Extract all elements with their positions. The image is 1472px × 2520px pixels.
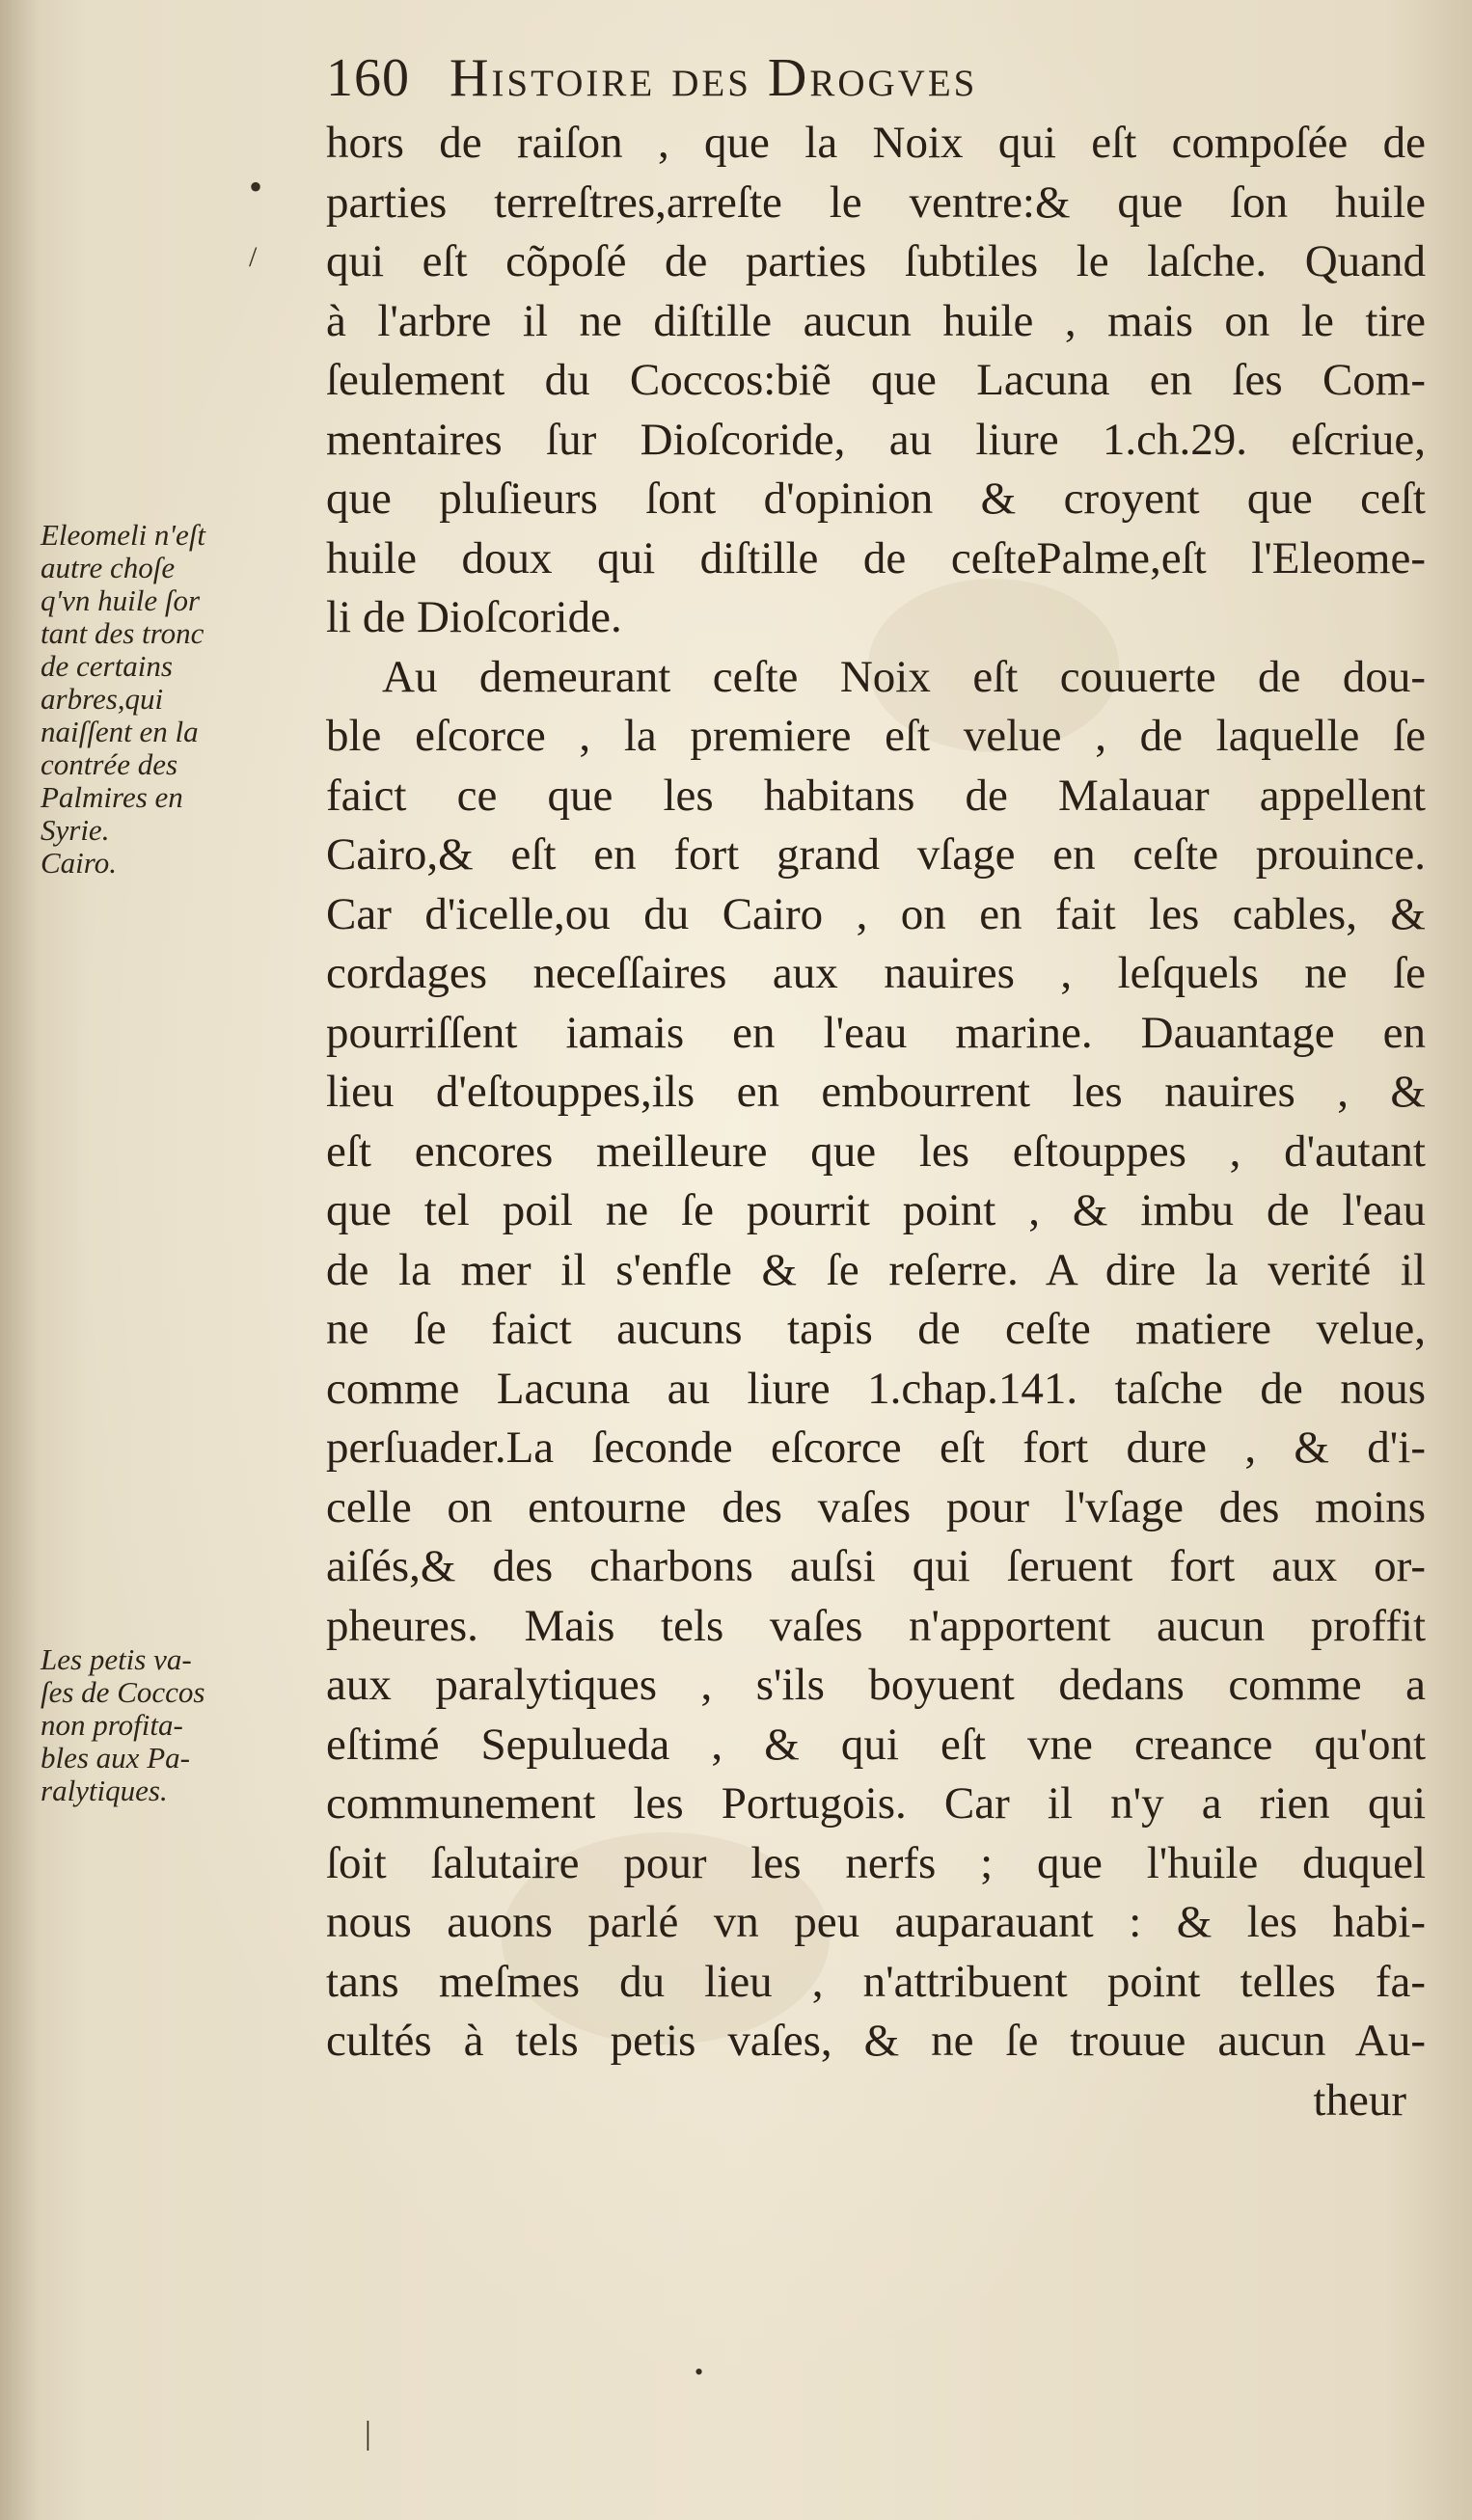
ink-tick-mark: / bbox=[249, 241, 258, 273]
text-line: faict ce que les habitans de Malauar appellent bbox=[326, 770, 1426, 821]
text-line: aiſés,& des charbons auſsi qui ſeruent fort aux or- bbox=[326, 1541, 1426, 1591]
margin-note-line: ſes de Coccos bbox=[41, 1675, 205, 1709]
text-line: comme Lacuna au liure 1.chap.141. taſche de nous bbox=[326, 1363, 1426, 1414]
margin-note-line: bles aux Pa- bbox=[41, 1741, 190, 1775]
text-line: nous auons parlé vn peu auparauant : & les habi- bbox=[326, 1897, 1426, 1947]
running-head: Histoire des Drogves bbox=[450, 48, 978, 108]
text-line: huile doux qui diſtille de ceſtePalme,eſt l'Eleome- bbox=[326, 532, 1426, 583]
text-line: lieu d'eſtouppes,ils en embourrent les nauires , & bbox=[326, 1067, 1426, 1117]
margin-note-line: tant des tronc bbox=[41, 616, 204, 650]
text-line: Cairo,& eſt en fort grand vſage en ceſte prouince. bbox=[326, 829, 1426, 880]
margin-note-line: arbres,qui bbox=[41, 682, 164, 716]
text-line: communement les Portugois. Car il n'y a rien qui bbox=[326, 1778, 1426, 1829]
text-line: que pluſieurs ſont d'opinion & croyent que ceſt bbox=[326, 474, 1426, 524]
text-line: à l'arbre il ne diſtille aucun huile , mais on le tire bbox=[326, 295, 1426, 346]
body-text bbox=[326, 114, 1426, 2130]
text-line: de la mer il s'enfle & ſe reſerre. A dire la verité il bbox=[326, 1244, 1426, 1295]
text-line: ble eſcorce , la premiere eſt velue , de laquelle ſe bbox=[326, 711, 1426, 761]
margin-note-coccos-vases bbox=[41, 1643, 330, 1807]
text-line: pheures. Mais tels vaſes n'apportent aucun proffit bbox=[326, 1600, 1426, 1651]
paragraph-start-line: Au demeurant ceſte Noix eſt couuerte de dou- bbox=[382, 651, 1426, 702]
text-line: ne ſe faict aucuns tapis de ceſte matiere velue, bbox=[326, 1304, 1426, 1354]
text-line: perſuader.La ſeconde eſcorce eſt fort dure , & d'i- bbox=[326, 1423, 1426, 1473]
text-line: celle on entourne des vaſes pour l'vſage des moins bbox=[326, 1481, 1426, 1532]
text-line: cordages neceſſaires aux nauires , leſquels ne ſe bbox=[326, 948, 1426, 998]
text-line: tans meſmes du lieu , n'attribuent point telles fa- bbox=[326, 1956, 1426, 2007]
catchword: theur bbox=[1313, 2074, 1406, 2126]
text-line: mentaires ſur Dioſcoride, au liure 1.ch.29. eſcriue, bbox=[326, 414, 1426, 465]
text-line: ſeulement du Coccos:biẽ que Lacuna en ſes Com- bbox=[326, 355, 1426, 405]
margin-note-line: de certains bbox=[41, 649, 173, 683]
margin-note-line: Syrie. bbox=[41, 813, 110, 847]
margin-note-line: contrée des bbox=[41, 747, 178, 781]
margin-note-line: non profita- bbox=[41, 1708, 183, 1742]
text-line: li de Dioſcoride. bbox=[326, 592, 622, 642]
margin-note-eleomeli bbox=[41, 519, 330, 880]
text-line: eſt encores meilleure que les eſtouppes , d'autant bbox=[326, 1125, 1426, 1177]
text-line: cultés à tels petis vaſes, & ne ſe trouue aucun Au- bbox=[326, 2016, 1426, 2066]
margin-note-line: q'vn huile ſor bbox=[41, 583, 201, 617]
text-line: aux paralytiques , s'ils boyuent dedans comme a bbox=[326, 1660, 1426, 1710]
ink-tick-mark: | bbox=[365, 2416, 371, 2452]
margin-note-line: naiſſent en la bbox=[41, 715, 199, 748]
margin-note-line: Palmires en bbox=[41, 780, 183, 814]
page-header bbox=[326, 48, 1416, 108]
margin-note-line: ralytiques. bbox=[41, 1774, 168, 1807]
margin-note-line: Les petis va- bbox=[41, 1642, 192, 1676]
margin-note-line: Eleomeli n'eſt bbox=[41, 518, 206, 552]
text-line: qui eſt cõpoſé de parties ſubtiles le laſche. Quand bbox=[326, 236, 1426, 286]
text-line: pourriſſent iamais en l'eau marine. Dauantage en bbox=[326, 1007, 1426, 1058]
text-line: hors de raiſon , que la Noix qui eſt compoſée de bbox=[326, 118, 1426, 168]
text-line: ſoit ſalutaire pour les nerfs ; que l'huile duquel bbox=[326, 1837, 1426, 1888]
page-number: 160 bbox=[326, 48, 410, 108]
text-line: Car d'icelle,ou du Cairo , on en fait les cables, & bbox=[326, 888, 1426, 939]
text-line: parties terreſtres,arreſte le ventre:& que ſon huile bbox=[326, 176, 1426, 228]
text-line: eſtimé Sepulueda , & qui eſt vne creance qu'ont bbox=[326, 1719, 1426, 1770]
ink-dot-mark: • bbox=[249, 165, 263, 208]
ink-dot-mark: • bbox=[695, 2358, 704, 2386]
margin-note-line: Cairo. bbox=[41, 846, 117, 880]
margin-note-line: autre choſe bbox=[41, 551, 176, 584]
text-line: que tel poil ne ſe pourrit point , & imbu de l'eau bbox=[326, 1185, 1426, 1235]
